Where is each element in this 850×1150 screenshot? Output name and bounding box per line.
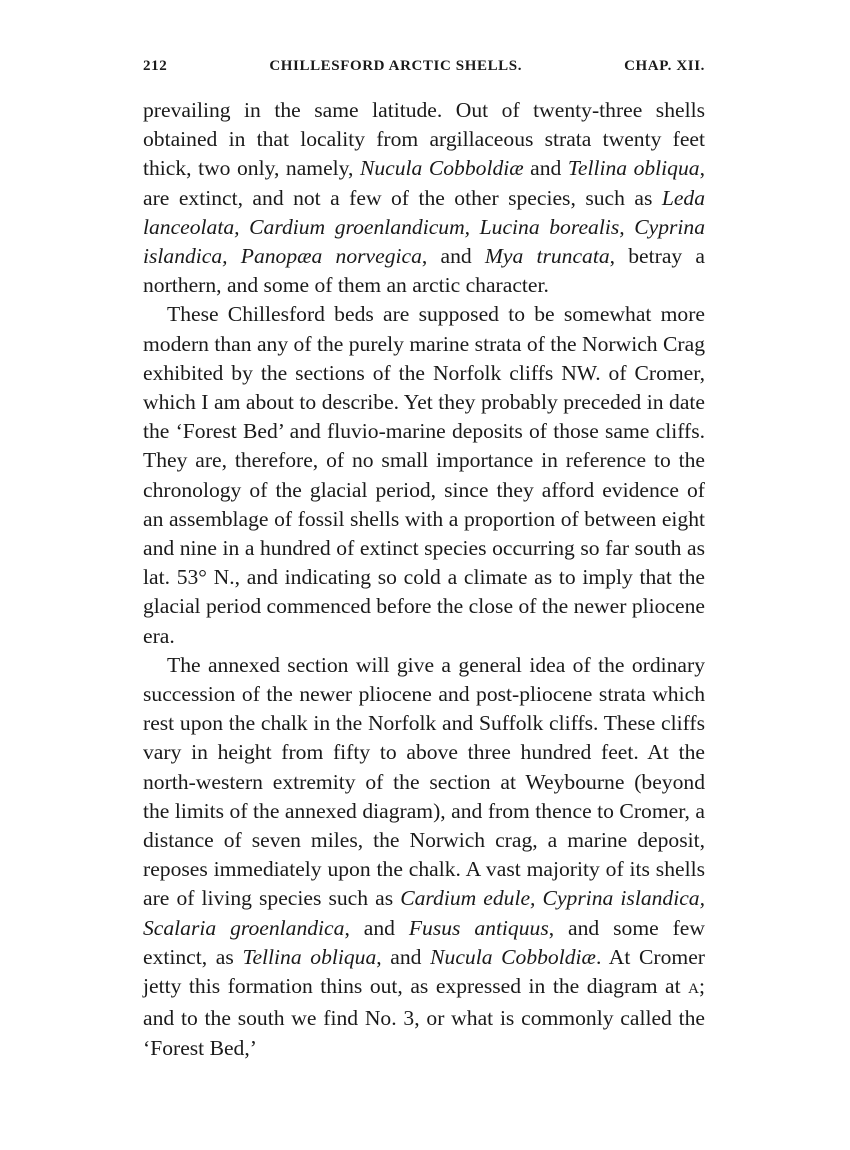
text-run: prevailing in the same latitude. Out of twenty-three shells obtained in that locality from argillaceous strata twenty feet thick, two only, namely, — [143, 98, 705, 181]
text-run: The annexed section will give a general idea of the ordinary succession of the newer pliocene and post-pliocene strata which rest upon the chalk in the Norfolk and Suffolk cliffs. These cliffs vary in height from fifty to above three hundred feet. At the north-western extremity of the section at Weybourne (beyond the limits of the annexed diagram), and from thence to Cromer, a distance of seven miles, the Norwich crag, a marine deposit, reposes immediately upon the chalk. A vast majority of its shells are of living species such as — [143, 652, 705, 911]
species-name: Mya truncata — [484, 244, 610, 269]
text-run: , and — [376, 944, 431, 969]
body-text — [143, 96, 705, 1063]
species-name: Tellina obliqua — [242, 944, 377, 969]
text-run: , and — [421, 244, 485, 269]
text-run: . At Cromer jetty this formation thins out, as expressed in the diagram at — [143, 944, 705, 999]
text-run: These Chillesford beds are supposed to be somewhat more modern than any of the purely marine strata of the Norwich Crag exhibited by the sections of the Norfolk cliffs NW. of Cromer, which I am about to describe. Yet they probably preceded in date the ‘Forest Bed’ and fluvio-marine deposits of those same cliffs. They are, therefore, of no small importance in reference to the chronology of the glacial period, since they afford evidence of an assemblage of fossil shells with a proportion of between eight and nine in a hundred of extinct species occurring so far south as lat. 53° N., and indicating so cold a climate as to imply that the glacial period commenced before the close of the newer pliocene era. — [143, 302, 705, 648]
paragraph — [143, 651, 705, 1063]
text-run: and — [523, 156, 568, 181]
running-title: CHILLESFORD ARCTIC SHELLS. — [269, 58, 523, 74]
paragraph — [143, 300, 705, 650]
species-name: Leda lanceolata, Cardium groenlandicum, Lucina borealis, Cyprina islandica, Panopæa norvegica — [143, 185, 705, 269]
chapter-label: CHAP. XII. — [624, 58, 705, 74]
species-name: Cardium edule, Cyprina islandica, Scalaria groenlandica — [143, 886, 705, 940]
text-run: ; and to the south we find No. 3, or what is commonly called the ‘Forest Bed,’ — [143, 974, 705, 1060]
species-name: Nucula Cobboldiæ — [430, 944, 596, 969]
species-name: Fusus antiquus — [408, 915, 549, 940]
species-name: Nucula Cobboldiæ — [359, 156, 524, 181]
text-run: , and some few extinct, as — [143, 915, 705, 969]
text-run: , are extinct, and not a few of the other species, such as — [143, 156, 705, 210]
text-run: , betray a northern, and some of them an arctic character. — [143, 244, 706, 298]
paragraph — [143, 96, 705, 300]
species-name: Tellina obliqua — [567, 156, 700, 181]
running-header — [143, 58, 705, 84]
text-run: , and — [344, 915, 409, 940]
diagram-reference: A — [688, 981, 699, 998]
page-number: 212 — [143, 58, 168, 74]
